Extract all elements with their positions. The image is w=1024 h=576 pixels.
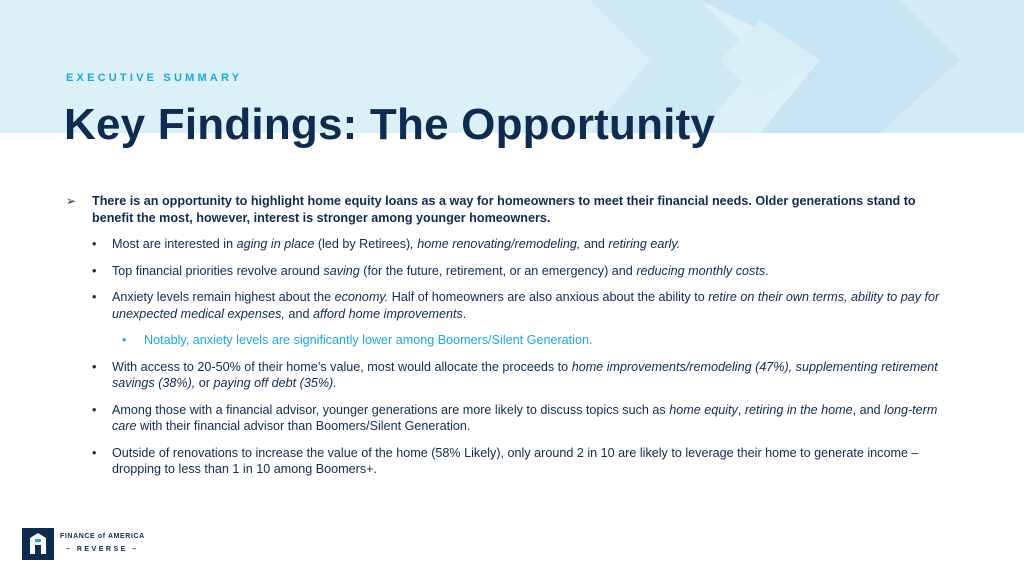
emphasis-text: economy.: [334, 290, 389, 304]
plain-text: Anxiety levels remain highest about the: [112, 290, 335, 304]
lead-text: There is an opportunity to highlight home equity loans as a way for homeowners to meet their financial needs. Older generations stand to benefit the most, however, interest is stronger among younger homeowners.: [92, 194, 916, 225]
finding-text: [112, 263, 769, 280]
finding-item: [66, 445, 946, 478]
emphasis-text: paying off debt (35%).: [213, 376, 337, 390]
finding-item: [66, 236, 946, 253]
brand-subtitle: – REVERSE –: [66, 546, 139, 553]
plain-text: and: [284, 306, 313, 321]
section-eyebrow: EXECUTIVE SUMMARY: [66, 72, 243, 84]
bullet-dot-icon: •: [92, 402, 97, 417]
plain-text: Most are interested in: [112, 237, 237, 251]
finding-text: [112, 359, 946, 392]
finding-item: [66, 359, 946, 392]
fa-logo-icon: [22, 528, 54, 560]
emphasis-text: home equity: [669, 402, 738, 417]
page-title: Key Findings: The Opportunity: [64, 100, 716, 149]
plain-text: Notably, anxiety levels are significantly lower among Boomers/Silent Generation.: [144, 333, 593, 347]
bullet-dot-icon: •: [92, 445, 97, 460]
plain-text: .: [765, 263, 769, 278]
finding-item: [66, 289, 946, 322]
finding-text: [112, 402, 946, 435]
emphasis-text: saving: [323, 263, 360, 278]
emphasis-text: afford home improvements: [312, 306, 463, 321]
plain-text: , and: [852, 402, 885, 417]
bullet-dot-icon: •: [92, 263, 97, 278]
bullet-dot-icon: •: [92, 237, 97, 251]
plain-text: and: [580, 237, 609, 251]
emphasis-text: retiring in the home: [744, 402, 853, 417]
plain-text: Outside of renovations to increase the value of the home (58% Likely), only around 2 in 10 are likely to leverage their home to generate income – dropping to less than 1 in 10 among Boomers+.: [112, 445, 919, 476]
finding-text: [112, 445, 946, 478]
plain-text: ,: [737, 402, 745, 417]
plain-text: .: [462, 306, 467, 321]
emphasis-text: home improvements/remodeling (47%), supplementing retirement savings (38%),: [112, 359, 938, 390]
bullet-dot-icon: •: [92, 359, 97, 374]
bullet-dot-icon: •: [122, 333, 127, 347]
bullet-dot-icon: •: [92, 290, 97, 304]
finding-item: [66, 402, 946, 435]
lead-finding: [66, 193, 946, 226]
plain-text: or: [195, 376, 214, 390]
plain-text: With access to 20-50% of their home’s value, most would allocate the proceeds to: [112, 359, 572, 374]
finding-text: [112, 236, 680, 253]
emphasis-text: long-term care: [112, 402, 938, 433]
plain-text: (for the future, retirement, or an emergency) and: [359, 263, 637, 278]
emphasis-text: retiring early.: [608, 237, 681, 251]
emphasis-text: retire on their own terms, ability to pay for unexpected medical expenses,: [112, 290, 940, 321]
emphasis-text: reducing monthly costs: [636, 263, 766, 278]
findings-list: [66, 236, 946, 478]
findings-content: [66, 193, 946, 488]
plain-text: (led by Retirees): [314, 237, 411, 251]
plain-text: Half of homeowners are also anxious about the ability to: [388, 290, 709, 304]
plain-text: Among those with a financial advisor, younger generations are more likely to discuss topics such as: [112, 402, 670, 417]
finding-item: [66, 263, 946, 280]
brand-name: FINANCE of AMERICA: [60, 533, 145, 540]
plain-text: Top financial priorities revolve around: [112, 263, 324, 278]
emphasis-text: , home renovating/remodeling,: [410, 237, 581, 251]
arrow-bullet-icon: ➢: [66, 194, 77, 208]
emphasis-text: aging in place: [236, 237, 315, 251]
plain-text: with their financial advisor than Boomers/Silent Generation.: [136, 419, 471, 433]
finding-text: [112, 289, 946, 322]
finding-text: [144, 332, 592, 349]
finding-item: [66, 332, 946, 349]
